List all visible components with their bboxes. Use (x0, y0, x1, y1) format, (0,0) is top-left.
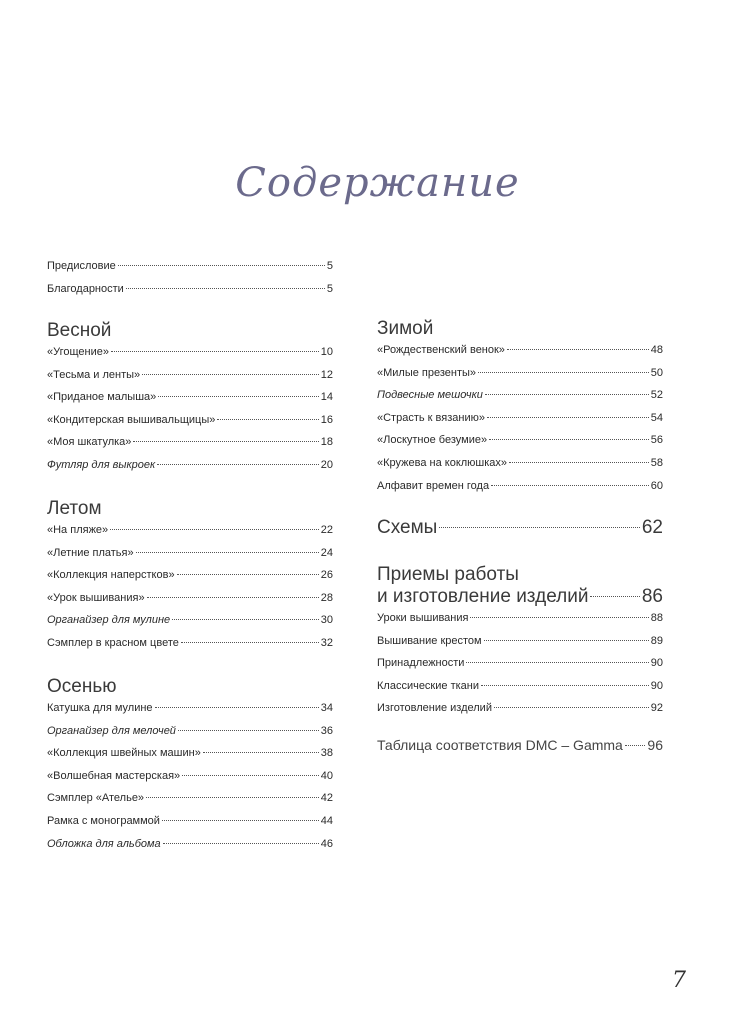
entry-label: Обложка для альбома (47, 837, 161, 850)
entry-page: 20 (320, 458, 333, 471)
entry-label: и изготовление изделий (377, 586, 589, 607)
toc-entry[interactable] (47, 568, 333, 591)
entry-label: «Тесьма и ленты» (47, 368, 141, 381)
toc-entry[interactable] (377, 479, 663, 502)
dot-leader (133, 441, 318, 442)
page-number: 7 (672, 968, 686, 993)
entry-label: Схемы (377, 517, 438, 538)
entry-page: 44 (320, 814, 333, 827)
entry-label: «Волшебная мастерская» (47, 769, 181, 782)
toc-entry[interactable] (47, 591, 333, 614)
entry-page: 40 (320, 769, 333, 782)
dot-leader (110, 529, 319, 530)
dot-leader (178, 730, 319, 731)
toc-entry-schemes[interactable] (377, 517, 663, 539)
dot-leader (182, 775, 319, 776)
entry-label: «Угощение» (47, 346, 109, 358)
entry-page: 89 (650, 634, 663, 647)
toc-entry[interactable] (47, 546, 333, 569)
entry-label: Таблица соответствия DMC – Gamma (377, 737, 623, 753)
toc-entry[interactable] (377, 343, 663, 366)
dot-leader (507, 349, 649, 350)
toc-entry[interactable] (377, 388, 663, 411)
entry-page: 50 (650, 366, 663, 379)
entry-page: 42 (320, 792, 333, 805)
entry-page: 92 (650, 702, 663, 715)
entry-page: 96 (647, 737, 663, 753)
entry-page: 18 (320, 436, 333, 449)
entry-label: Рамка с монограммой (47, 814, 160, 827)
section-heading-line1: Приемы работы (377, 564, 519, 585)
toc-entry[interactable] (377, 611, 663, 634)
toc-entry[interactable] (377, 411, 663, 434)
entry-page: 48 (650, 344, 663, 356)
dot-leader (126, 288, 325, 289)
entry-page: 46 (320, 837, 333, 850)
entry-label: «Моя шкатулка» (47, 436, 132, 449)
entry-page: 58 (650, 456, 663, 469)
section-schemes (377, 517, 663, 539)
dot-leader (590, 596, 639, 597)
page-title: Содержание (235, 160, 520, 206)
toc-entry[interactable] (47, 791, 333, 814)
entry-page: 30 (320, 614, 333, 627)
section-summer (47, 498, 333, 659)
toc-entry[interactable] (47, 259, 333, 282)
entry-label: Органайзер для мулине (47, 614, 171, 627)
toc-entry[interactable] (377, 366, 663, 389)
dot-leader (494, 707, 649, 708)
dot-leader (217, 419, 318, 420)
dot-leader (155, 707, 319, 708)
dot-leader (625, 745, 646, 746)
entry-page: 38 (320, 747, 333, 760)
entry-label: «Летние платья» (47, 546, 134, 559)
dot-leader (484, 640, 649, 641)
entry-page: 54 (650, 411, 663, 424)
dot-leader (439, 527, 640, 528)
dot-leader (203, 752, 319, 753)
dot-leader (466, 662, 648, 663)
toc-entry[interactable] (47, 282, 333, 305)
dot-leader (162, 820, 319, 821)
entry-page: 36 (320, 724, 333, 737)
toc-entry[interactable] (47, 435, 333, 458)
toc-entry[interactable] (377, 634, 663, 657)
entry-page: 26 (320, 569, 333, 582)
section-techniques (377, 564, 663, 724)
dot-leader (489, 439, 649, 440)
toc-entry[interactable] (47, 769, 333, 792)
section-heading: Зимой (377, 318, 434, 339)
entry-page: 24 (320, 546, 333, 559)
entry-page: 88 (650, 612, 663, 624)
toc-entry[interactable] (47, 523, 333, 546)
entry-label: «Кружева на коклюшках» (377, 456, 508, 469)
entry-page: 34 (320, 702, 333, 714)
entry-page: 22 (320, 524, 333, 536)
entry-label: «Урок вышивания» (47, 591, 145, 604)
entry-label: «Страсть к вязанию» (377, 411, 485, 424)
entry-page: 16 (320, 413, 333, 426)
dot-leader (157, 464, 319, 465)
entry-label: «Рождественский венок» (377, 344, 505, 356)
section-heading: Летом (47, 498, 102, 519)
entry-label: Уроки вышивания (377, 612, 469, 624)
entry-page: 62 (641, 517, 663, 538)
entry-label: «На пляже» (47, 524, 109, 536)
dot-leader (177, 574, 319, 575)
dot-leader (111, 351, 319, 352)
section-winter (377, 318, 663, 501)
entry-label: «Приданое малыша» (47, 391, 157, 404)
toc-entry[interactable] (47, 814, 333, 837)
dot-leader (487, 417, 649, 418)
toc-entry-dmc-table[interactable] (377, 736, 663, 754)
section-autumn (47, 676, 333, 859)
entry-label: «Коллекция швейных машин» (47, 747, 201, 760)
entry-label: Сэмплер в красном цвете (47, 636, 179, 649)
section-heading: Весной (47, 320, 112, 341)
entry-page: 60 (650, 479, 663, 492)
section-heading: Осенью (47, 676, 117, 697)
entry-label: Сэмплер «Ателье» (47, 792, 145, 805)
dot-leader (172, 619, 319, 620)
entry-page: 90 (650, 679, 663, 692)
toc-entry[interactable] (377, 433, 663, 456)
dot-leader (146, 797, 319, 798)
dot-leader (136, 552, 319, 553)
toc-entry-techniques[interactable] (377, 586, 663, 608)
entry-label: «Коллекция наперстков» (47, 569, 175, 582)
entry-label: Вышивание крестом (377, 634, 482, 647)
toc-entry[interactable] (47, 413, 333, 436)
entry-page: 5 (326, 282, 333, 295)
entry-label: «Милые презенты» (377, 366, 477, 379)
dot-leader (163, 843, 319, 844)
dot-leader (481, 685, 649, 686)
dot-leader (147, 597, 319, 598)
entry-label: Катушка для мулине (47, 702, 153, 714)
entry-page: 56 (650, 434, 663, 447)
entry-label: Футляр для выкроек (47, 458, 156, 471)
toc-entry[interactable] (47, 458, 333, 481)
toc-entry[interactable] (377, 679, 663, 702)
dot-leader (118, 265, 325, 266)
dot-leader (491, 485, 649, 486)
toc-entry[interactable] (47, 701, 333, 724)
section-spring (47, 320, 333, 481)
entry-page: 5 (326, 260, 333, 272)
entry-label: Принадлежности (377, 657, 465, 670)
toc-entry[interactable] (377, 456, 663, 479)
toc-entry[interactable] (47, 837, 333, 860)
entry-page: 90 (650, 657, 663, 670)
toc-entry[interactable] (47, 613, 333, 636)
entry-label: Органайзер для мелочей (47, 724, 176, 737)
entry-label: Подвесные мешочки (377, 389, 483, 402)
entry-label: Предисловие (47, 260, 116, 272)
entry-label: Изготовление изделий (377, 702, 492, 715)
dot-leader (509, 462, 649, 463)
dot-leader (181, 642, 319, 643)
toc-entry[interactable] (47, 746, 333, 769)
dot-leader (142, 374, 319, 375)
dot-leader (470, 617, 648, 618)
entry-label: «Кондитерская вышивальщицы» (47, 413, 216, 426)
entry-label: Классические ткани (377, 679, 479, 692)
intro-list (47, 259, 333, 304)
entry-page: 32 (320, 636, 333, 649)
toc-entry[interactable] (47, 390, 333, 413)
entry-page: 52 (650, 389, 663, 402)
toc-entry[interactable] (377, 656, 663, 679)
entry-label: Благодарности (47, 282, 124, 295)
entry-page: 14 (320, 391, 333, 404)
dot-leader (158, 396, 318, 397)
toc-entry[interactable] (47, 368, 333, 391)
entry-page: 28 (320, 591, 333, 604)
dot-leader (485, 394, 649, 395)
entry-page: 12 (320, 368, 333, 381)
entry-page: 10 (320, 346, 333, 358)
entry-label: «Лоскутное безумие» (377, 434, 488, 447)
toc-entry[interactable] (377, 701, 663, 724)
entry-label: Алфавит времен года (377, 479, 490, 492)
toc-entry[interactable] (47, 636, 333, 659)
section-dmc-table (377, 736, 663, 754)
toc-entry[interactable] (47, 345, 333, 368)
entry-page: 86 (641, 586, 663, 607)
dot-leader (478, 372, 649, 373)
toc-entry[interactable] (47, 724, 333, 747)
